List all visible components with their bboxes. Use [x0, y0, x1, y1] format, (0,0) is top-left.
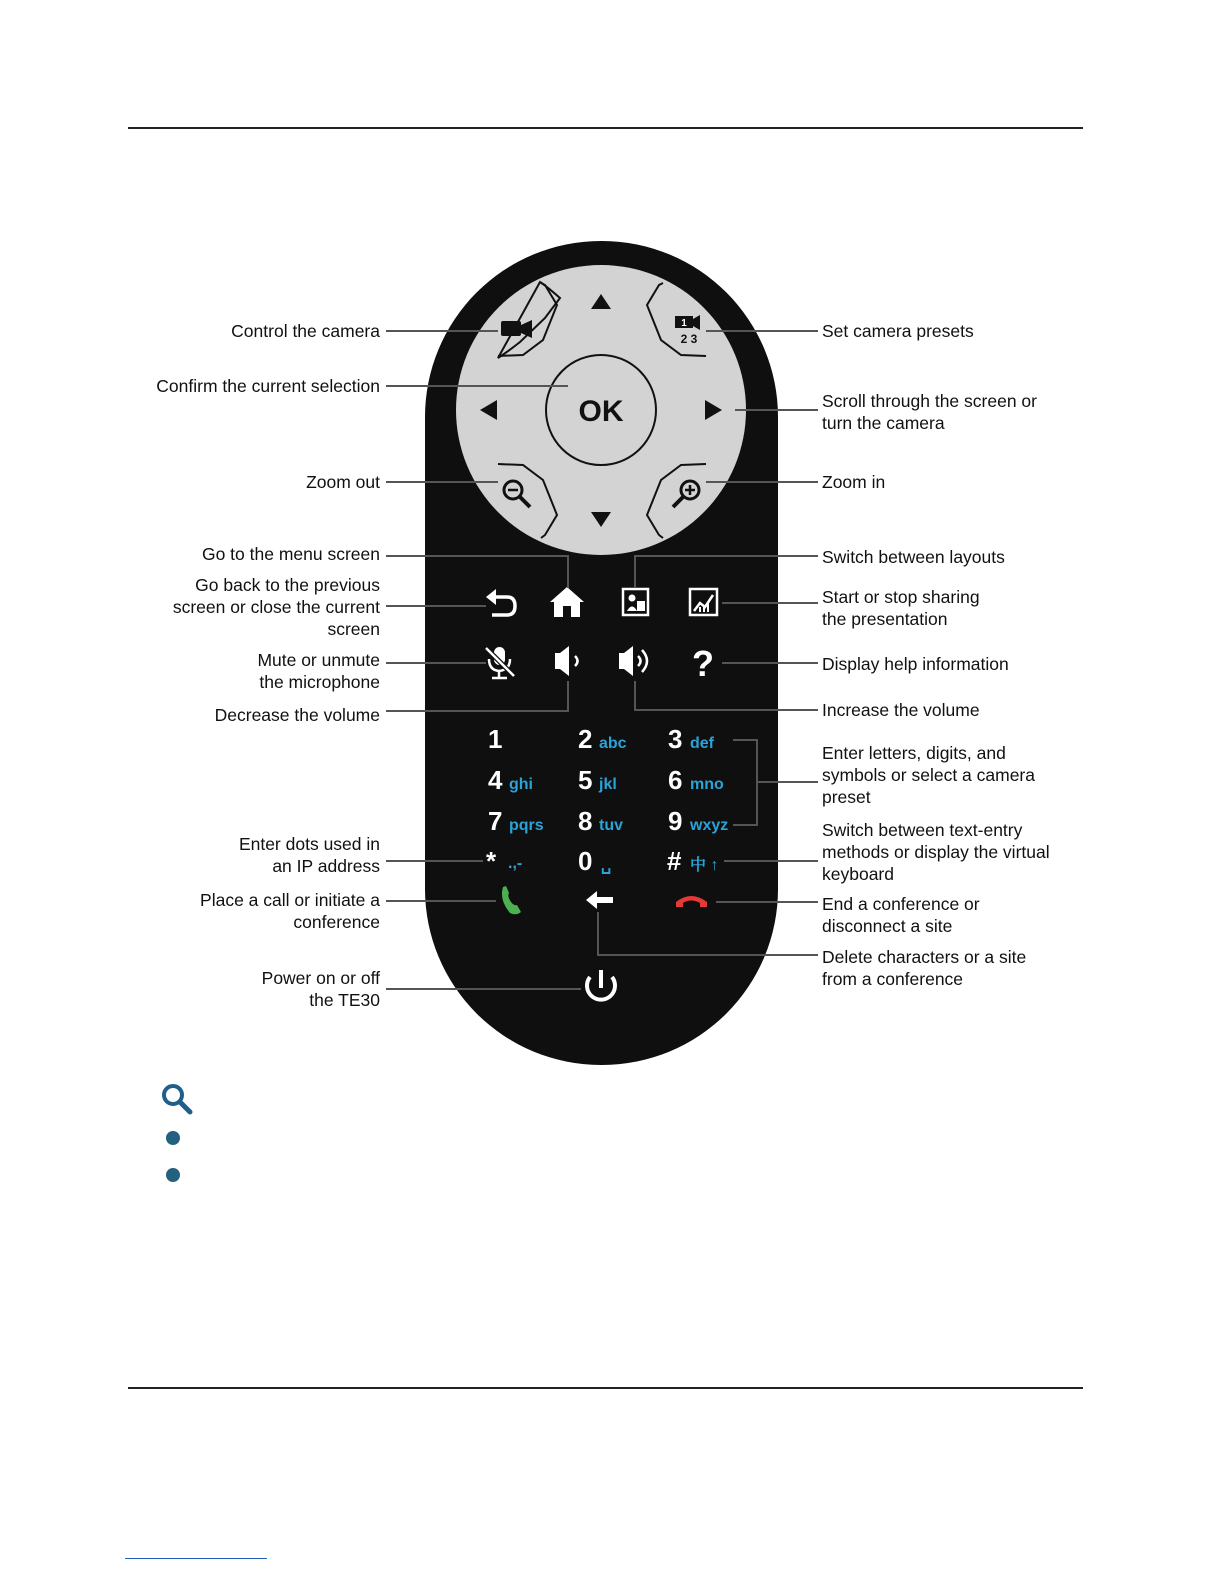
label-text-entry-1: Switch between text-entry — [822, 820, 1023, 840]
label-share-1: Start or stop sharing — [822, 587, 980, 607]
key-1[interactable] — [488, 724, 502, 754]
svg-text:*: * — [486, 846, 497, 876]
label-end-conference-2: disconnect a site — [822, 916, 953, 936]
svg-text:jkl: jkl — [599, 776, 617, 793]
svg-text:ghi: ghi — [509, 776, 533, 793]
label-help: Display help information — [822, 654, 1009, 674]
preset-icon-digit-top: 1 — [681, 318, 687, 329]
label-enter-letters-3: preset — [822, 787, 871, 807]
label-delete-1: Delete characters or a site — [822, 947, 1027, 967]
svg-text:2: 2 — [578, 724, 593, 754]
bullet-point — [166, 1168, 180, 1182]
label-enter-letters-1: Enter letters, digits, and — [822, 743, 1006, 763]
label-text-entry-3: keyboard — [822, 864, 894, 884]
label-zoom-in: Zoom in — [822, 472, 886, 492]
label-switch-layouts: Switch between layouts — [822, 547, 1005, 567]
svg-text:def: def — [690, 735, 714, 752]
label-text-entry-2: methods or display the virtual — [822, 842, 1050, 862]
label-share-2: the presentation — [822, 609, 948, 629]
help-icon[interactable] — [692, 643, 714, 684]
svg-text:9: 9 — [668, 806, 683, 836]
svg-text:6: 6 — [668, 765, 683, 795]
svg-text:mno: mno — [690, 776, 724, 793]
svg-text:1: 1 — [488, 724, 503, 754]
label-menu-screen: Go to the menu screen — [201, 544, 380, 564]
label-power-1: Power on or off — [261, 968, 380, 988]
label-scroll-1: Scroll through the screen or — [822, 391, 1037, 411]
svg-text:7: 7 — [488, 806, 503, 836]
labels-right — [822, 321, 1050, 989]
footer-rule — [128, 1387, 1083, 1389]
label-zoom-out: Zoom out — [306, 472, 380, 492]
svg-text:0: 0 — [578, 846, 593, 876]
preset-icon-digits-bottom: 2 3 — [680, 332, 698, 346]
footer-link-underline — [125, 1558, 267, 1559]
label-camera-presets: Set camera presets — [822, 321, 974, 341]
label-go-back-2: screen or close the current — [172, 597, 380, 617]
label-enter-dots-2: an IP address — [272, 856, 380, 876]
svg-text:tuv: tuv — [599, 817, 623, 834]
label-enter-letters-2: symbols or select a camera — [822, 765, 1035, 785]
svg-text:.,-: .,- — [508, 855, 523, 872]
svg-text:pqrs: pqrs — [509, 817, 544, 834]
label-confirm-selection: Confirm the current selection — [156, 376, 380, 396]
svg-text:3: 3 — [668, 724, 683, 754]
svg-text:abc: abc — [599, 735, 627, 752]
svg-text:?: ? — [692, 643, 714, 684]
label-delete-2: from a conference — [822, 969, 964, 989]
label-mute-1: Mute or unmute — [257, 650, 380, 670]
label-place-call-2: conference — [293, 912, 380, 932]
label-go-back-1: Go back to the previous — [195, 575, 380, 595]
label-control-camera: Control the camera — [231, 321, 380, 341]
svg-text:4: 4 — [488, 765, 503, 795]
label-increase-volume: Increase the volume — [822, 700, 980, 720]
svg-text:␣: ␣ — [601, 857, 612, 874]
label-end-conference-1: End a conference or — [822, 894, 980, 914]
ok-button[interactable]: OK — [578, 395, 624, 428]
label-go-back-3: screen — [327, 619, 380, 639]
label-enter-dots-1: Enter dots used in — [238, 834, 380, 854]
svg-text:5: 5 — [578, 765, 593, 795]
camera-control-icon[interactable] — [501, 320, 532, 338]
label-mute-2: the microphone — [259, 672, 380, 692]
svg-text:#: # — [667, 846, 682, 876]
svg-text:wxyz: wxyz — [690, 817, 729, 834]
bullet-point — [166, 1131, 180, 1145]
label-place-call-1: Place a call or initiate a — [200, 890, 380, 910]
labels-left — [156, 321, 380, 1010]
svg-text:8: 8 — [578, 806, 593, 836]
svg-text:中 ↑: 中 ↑ — [690, 857, 719, 874]
label-scroll-2: turn the camera — [822, 413, 945, 433]
note-magnifier-icon — [160, 1082, 194, 1116]
label-decrease-volume: Decrease the volume — [214, 705, 380, 725]
label-power-2: the TE30 — [309, 990, 380, 1010]
